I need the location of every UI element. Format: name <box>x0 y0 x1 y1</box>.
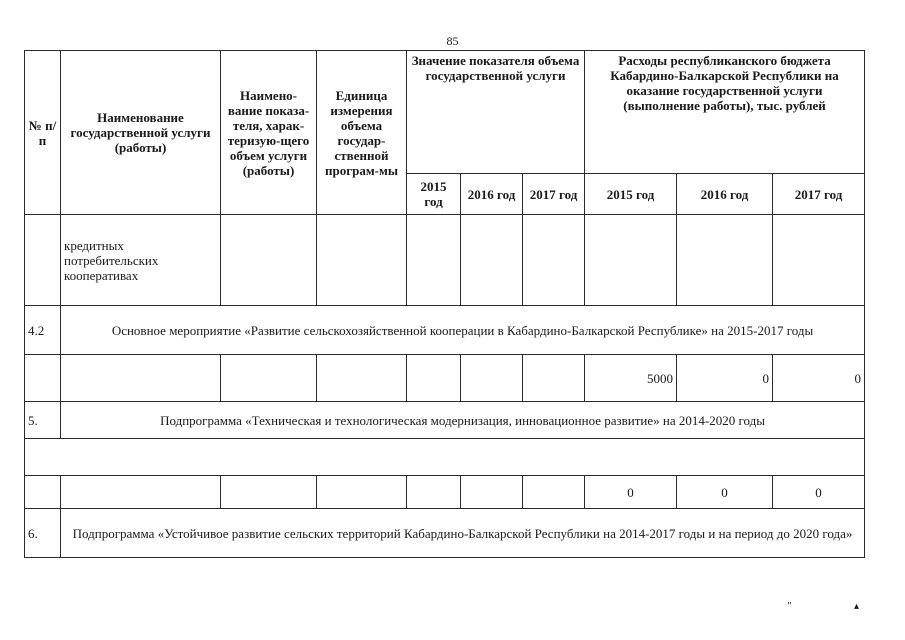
header-budget-year-2015: 2015 год <box>585 174 677 215</box>
cell-empty <box>523 355 585 402</box>
cell-empty <box>317 215 407 306</box>
cell-empty <box>407 215 461 306</box>
header-service-name: Наименование государственной услуги (работы) <box>61 51 221 215</box>
header-budget-year-2017: 2017 год <box>773 174 865 215</box>
scan-marks: " ▴ <box>787 601 889 612</box>
header-num: № п/п <box>25 51 61 215</box>
cell-empty <box>317 355 407 402</box>
cell-empty <box>461 476 523 509</box>
header-budget-year-2016: 2016 год <box>677 174 773 215</box>
section-title-4-2: Основное мероприятие «Развитие сельскохозяйственной кооперации в Кабардино-Балкарской Республике» на 2015-2017 годы <box>61 306 865 355</box>
cell-empty <box>461 215 523 306</box>
header-budget-group: Расходы республиканского бюджета Кабардино-Балкарской Республики на оказание государственной услуги (выполнение работы), тыс. рублей <box>585 51 865 174</box>
header-value-year-2016: 2016 год <box>461 174 523 215</box>
cell-empty <box>25 439 865 476</box>
cell-empty <box>407 476 461 509</box>
header-value-year-2017: 2017 год <box>523 174 585 215</box>
cell-budget-2015: 5000 <box>585 355 677 402</box>
table-row-5-values <box>25 476 865 509</box>
cell-num: 4.2 <box>25 306 61 355</box>
table-row-coop <box>25 215 865 306</box>
header-row-main <box>25 51 865 174</box>
table-row-5 <box>25 402 865 439</box>
table-row-4-2 <box>25 306 865 355</box>
cell-empty <box>61 476 221 509</box>
cell-empty <box>221 476 317 509</box>
cell-service-name: кредитных потребительских кооперативах <box>61 215 221 306</box>
cell-empty <box>407 355 461 402</box>
header-indicator-name: Наимено-вание показа-теля, харак-теризую-щего объем услуги (работы) <box>221 51 317 215</box>
cell-empty <box>317 476 407 509</box>
cell-budget-2015: 0 <box>585 476 677 509</box>
table-row-6 <box>25 509 865 558</box>
cell-budget-2017: 0 <box>773 355 865 402</box>
cell-empty <box>25 476 61 509</box>
cell-num: 5. <box>25 402 61 439</box>
page-number: 85 <box>446 34 459 48</box>
cell-budget-2017: 0 <box>773 476 865 509</box>
section-title-5: Подпрограмма «Техническая и технологическая модернизация, инновационное развитие» на 2014-2020 годы <box>61 402 865 439</box>
cell-empty <box>221 215 317 306</box>
table-row-blank <box>25 439 865 476</box>
cell-empty <box>61 355 221 402</box>
header-value-group: Значение показателя объема государственной услуги <box>407 51 585 174</box>
cell-empty <box>221 355 317 402</box>
cell-empty <box>523 215 585 306</box>
services-table <box>24 50 865 558</box>
cell-empty <box>25 355 61 402</box>
section-title-6: Подпрограмма «Устойчивое развитие сельских территорий Кабардино-Балкарской Республики на 2014-2017 годы и на период до 2020 года» <box>61 509 865 558</box>
cell-num <box>25 215 61 306</box>
table-row-4-2-values <box>25 355 865 402</box>
cell-empty <box>461 355 523 402</box>
cell-budget-2016: 0 <box>677 476 773 509</box>
cell-budget-2016: 0 <box>677 355 773 402</box>
cell-empty <box>773 215 865 306</box>
cell-num: 6. <box>25 509 61 558</box>
cell-empty <box>677 215 773 306</box>
cell-empty <box>585 215 677 306</box>
cell-empty <box>523 476 585 509</box>
header-unit: Единица измерения объема государ-ственной програм-мы <box>317 51 407 215</box>
header-value-year-2015: 2015 год <box>407 174 461 215</box>
